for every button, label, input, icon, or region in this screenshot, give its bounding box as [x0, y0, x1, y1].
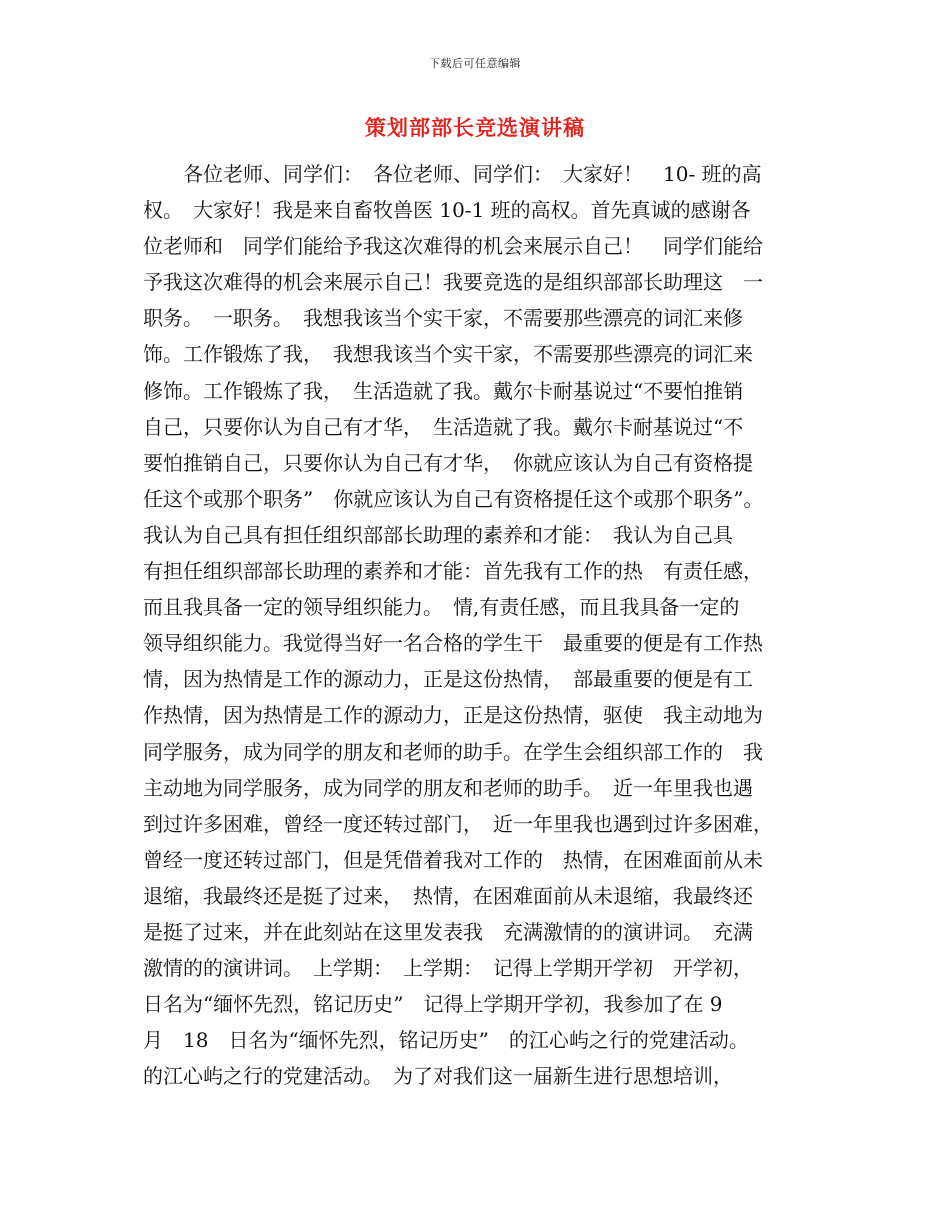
body-line: 任这个或那个职务” 你就应该认为自己有资格提任这个或那个职务”。	[143, 486, 764, 511]
body-line: 领导组织能力。我觉得当好一名合格的学生干 最重要的便是有工作热	[143, 631, 763, 656]
body-line: 各位老师、同学们： 各位老师、同学们： 大家好！ 10- 班的高	[143, 162, 762, 186]
body-line: 激情的的演讲词。 上学期： 上学期： 记得上学期开学初 开学初，	[143, 956, 753, 981]
body-line: 权。 大家好！我是来自畜牧兽医 10-1 班的高权。首先真诚的感谢各	[143, 198, 751, 223]
body-line: 曾经一度还转过部门，但是凭借着我对工作的 热情，在困难面前从未	[143, 847, 763, 872]
body-line: 而且我具备一定的领导组织能力。 情,有责任感，而且我具备一定的	[143, 595, 740, 620]
body-line: 职务。 一职务。 我想我该当个实干家，不需要那些漂亮的词汇来修	[143, 306, 743, 331]
body-line: 退缩，我最终还是挺了过来， 热情，在困难面前从未退缩，我最终还	[143, 883, 753, 908]
body-line: 作热情，因为热情是工作的源动力，正是这份热情，驱使 我主动地为	[143, 703, 763, 728]
body-line: 位老师和 同学们能给予我这次难得的机会来展示自己！ 同学们能给	[143, 234, 763, 259]
body-line: 予我这次难得的机会来展示自己！我要竞选的是组织部部长助理这 一	[143, 270, 763, 295]
body-line: 日名为“缅怀先烈，铭记历史” 记得上学期开学初，我参加了在 9	[143, 992, 723, 1017]
body-line: 我认为自己具有担任组织部部长助理的素养和才能： 我认为自己具	[143, 522, 733, 547]
body-line: 的江心屿之行的党建活动。 为了对我们这一届新生进行思想培训，	[143, 1064, 733, 1089]
body-line: 同学服务，成为同学的朋友和老师的助手。在学生会组织部工作的 我	[143, 739, 763, 764]
document-title: 策划部部长竞选演讲稿	[365, 116, 585, 140]
body-line: 主动地为同学服务，成为同学的朋友和老师的助手。 近一年里我也遇	[143, 775, 753, 800]
body-line: 修饰。工作锻炼了我， 生活造就了我。戴尔卡耐基说过“不要怕推销	[143, 378, 744, 403]
body-line: 自己，只要你认为自己有才华， 生活造就了我。戴尔卡耐基说过“不	[143, 414, 744, 439]
body-line: 情，因为热情是工作的源动力，正是这份热情， 部最重要的便是有工	[143, 667, 753, 692]
body-line: 有担任组织部部长助理的素养和才能：首先我有工作的热 有责任感，	[143, 559, 763, 584]
page-header-note: 下载后可任意编辑	[429, 57, 521, 70]
body-line: 饰。工作锻炼了我， 我想我该当个实干家，不需要那些漂亮的词汇来	[143, 342, 753, 367]
body-line: 到过许多困难，曾经一度还转过部门， 近一年里我也遇到过许多困难，	[143, 811, 773, 836]
document-body	[143, 160, 823, 1098]
body-line: 要怕推销自己，只要你认为自己有才华， 你就应该认为自己有资格提	[143, 450, 753, 475]
body-line: 月 18 日名为“缅怀先烈，铭记历史” 的江心屿之行的党建活动。	[143, 1028, 749, 1053]
body-line: 是挺了过来，并在此刻站在这里发表我 充满激情的的演讲词。 充满	[143, 919, 753, 944]
